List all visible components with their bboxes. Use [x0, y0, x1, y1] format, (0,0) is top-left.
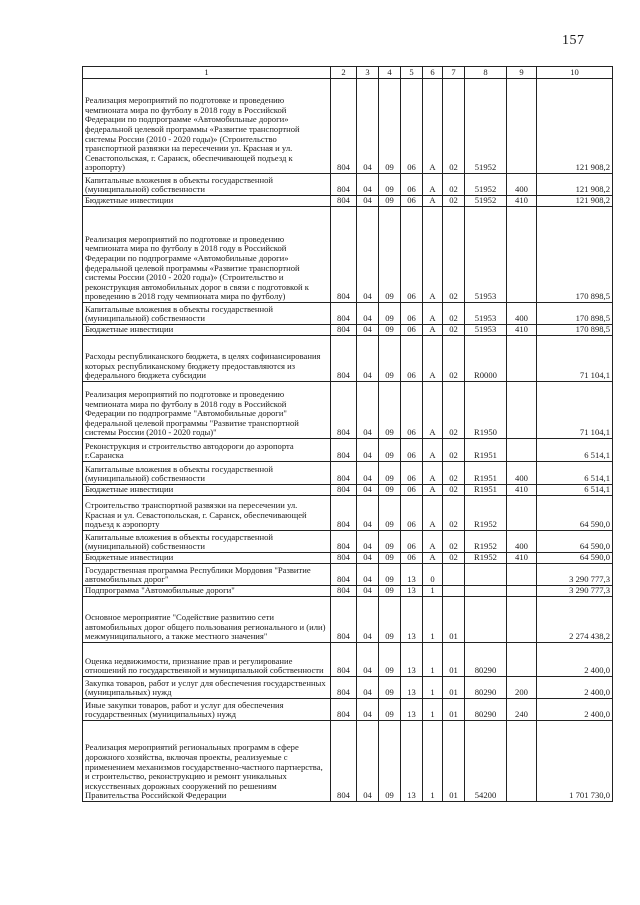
row-direction: 54200: [465, 721, 507, 802]
row-admin-code: 804: [331, 382, 357, 439]
row-amount: 6 514,1: [537, 462, 613, 485]
row-direction: R1952: [465, 553, 507, 564]
row-expense-type: [507, 439, 537, 462]
row-expense-type: 410: [507, 485, 537, 496]
row-description: Бюджетные инвестиции: [83, 196, 331, 207]
row-direction: R1951: [465, 462, 507, 485]
row-section: 04: [357, 196, 379, 207]
row-amount: 71 104,1: [537, 336, 613, 382]
row-description: Основное мероприятие "Содействие развитию сети автомобильных дорог общего пользования регионального и (или) межмуниципального, а также местного значения": [83, 597, 331, 643]
row-subsection: 09: [379, 586, 401, 597]
header-col-8: 8: [465, 67, 507, 79]
row-subprogram: 1: [423, 643, 443, 677]
row-subsection: 09: [379, 643, 401, 677]
row-subsection: 09: [379, 325, 401, 336]
table-row: [83, 643, 613, 677]
row-direction: R1950: [465, 382, 507, 439]
row-amount: 64 590,0: [537, 531, 613, 553]
row-amount: 71 104,1: [537, 382, 613, 439]
row-admin-code: 804: [331, 303, 357, 325]
header-col-9: 9: [507, 67, 537, 79]
row-expense-type: [507, 496, 537, 531]
row-direction: R1951: [465, 485, 507, 496]
row-expense-type: 410: [507, 325, 537, 336]
row-expense-type: [507, 586, 537, 597]
row-subsection: 09: [379, 721, 401, 802]
row-admin-code: 804: [331, 207, 357, 303]
header-col-10: 10: [537, 67, 613, 79]
row-amount: 6 514,1: [537, 485, 613, 496]
row-amount: 64 590,0: [537, 553, 613, 564]
row-section: 04: [357, 553, 379, 564]
row-subsection: 09: [379, 196, 401, 207]
row-activity: [443, 564, 465, 586]
row-description: Оценка недвижимости, признание прав и регулирование отношений по государственной и муниципальной собственности: [83, 643, 331, 677]
row-amount: 3 290 777,3: [537, 564, 613, 586]
row-direction: 80290: [465, 699, 507, 721]
row-description: Капитальные вложения в объекты государственной (муниципальной) собственности: [83, 462, 331, 485]
row-direction: R0000: [465, 336, 507, 382]
row-direction: 51952: [465, 174, 507, 196]
row-subsection: 09: [379, 553, 401, 564]
row-expense-type: 400: [507, 174, 537, 196]
row-description: Капитальные вложения в объекты государственной (муниципальной) собственности: [83, 531, 331, 553]
row-expense-type: 410: [507, 553, 537, 564]
row-subprogram: А: [423, 382, 443, 439]
row-program: 06: [401, 382, 423, 439]
row-subprogram: 1: [423, 586, 443, 597]
row-subprogram: А: [423, 174, 443, 196]
row-subprogram: А: [423, 531, 443, 553]
table-row: [83, 586, 613, 597]
row-direction: R1952: [465, 496, 507, 531]
row-section: 04: [357, 207, 379, 303]
row-subsection: 09: [379, 336, 401, 382]
row-program: 13: [401, 643, 423, 677]
header-col-6: 6: [423, 67, 443, 79]
row-subsection: 09: [379, 531, 401, 553]
row-program: 13: [401, 699, 423, 721]
row-direction: R1951: [465, 439, 507, 462]
row-subsection: 09: [379, 677, 401, 699]
row-activity: 02: [443, 336, 465, 382]
row-direction: 51953: [465, 207, 507, 303]
table-row: [83, 196, 613, 207]
row-expense-type: 410: [507, 196, 537, 207]
row-subsection: 09: [379, 699, 401, 721]
row-activity: 02: [443, 79, 465, 174]
row-activity: 01: [443, 597, 465, 643]
row-section: 04: [357, 531, 379, 553]
row-subsection: 09: [379, 174, 401, 196]
table-row: [83, 325, 613, 336]
row-program: 13: [401, 564, 423, 586]
row-subsection: 09: [379, 496, 401, 531]
row-section: 04: [357, 382, 379, 439]
table-row: [83, 496, 613, 531]
row-subprogram: 1: [423, 677, 443, 699]
row-subsection: 09: [379, 439, 401, 462]
row-expense-type: [507, 382, 537, 439]
row-amount: 170 898,5: [537, 207, 613, 303]
row-admin-code: 804: [331, 553, 357, 564]
row-direction: R1952: [465, 531, 507, 553]
row-description: Капитальные вложения в объекты государственной (муниципальной) собственности: [83, 174, 331, 196]
table-row: [83, 677, 613, 699]
row-admin-code: 804: [331, 174, 357, 196]
row-program: 06: [401, 196, 423, 207]
header-col-3: 3: [357, 67, 379, 79]
row-admin-code: 804: [331, 325, 357, 336]
row-activity: 02: [443, 485, 465, 496]
row-subsection: 09: [379, 564, 401, 586]
row-admin-code: 804: [331, 677, 357, 699]
row-amount: 121 908,2: [537, 196, 613, 207]
row-expense-type: [507, 597, 537, 643]
row-direction: 51952: [465, 196, 507, 207]
row-subprogram: А: [423, 325, 443, 336]
table-row: [83, 564, 613, 586]
row-section: 04: [357, 79, 379, 174]
header-col-1: 1: [83, 67, 331, 79]
row-amount: 121 908,2: [537, 79, 613, 174]
row-program: 06: [401, 531, 423, 553]
row-program: 13: [401, 721, 423, 802]
row-description: Расходы республиканского бюджета, в целях софинансирования которых республиканскому бюджету предоставляются из федерального бюджета субсидии: [83, 336, 331, 382]
row-direction: [465, 564, 507, 586]
row-amount: 121 908,2: [537, 174, 613, 196]
row-expense-type: [507, 336, 537, 382]
table-row: [83, 439, 613, 462]
row-section: 04: [357, 677, 379, 699]
table-row: [83, 721, 613, 802]
row-section: 04: [357, 336, 379, 382]
row-activity: 02: [443, 531, 465, 553]
row-program: 06: [401, 439, 423, 462]
row-subprogram: 1: [423, 721, 443, 802]
row-amount: 170 898,5: [537, 303, 613, 325]
row-amount: 3 290 777,3: [537, 586, 613, 597]
row-program: 06: [401, 496, 423, 531]
row-section: 04: [357, 174, 379, 196]
row-expense-type: [507, 79, 537, 174]
row-subprogram: А: [423, 79, 443, 174]
row-program: 06: [401, 485, 423, 496]
row-subprogram: А: [423, 553, 443, 564]
row-direction: 51953: [465, 325, 507, 336]
row-admin-code: 804: [331, 699, 357, 721]
row-expense-type: 400: [507, 531, 537, 553]
row-description: Реконструкция и строительство автодороги до аэропорта г.Саранска: [83, 439, 331, 462]
row-expense-type: 400: [507, 303, 537, 325]
table-row: [83, 79, 613, 174]
row-activity: 02: [443, 325, 465, 336]
table-row: [83, 597, 613, 643]
row-admin-code: 804: [331, 462, 357, 485]
row-section: 04: [357, 721, 379, 802]
row-subprogram: А: [423, 336, 443, 382]
row-activity: 02: [443, 553, 465, 564]
row-section: 04: [357, 564, 379, 586]
row-subsection: 09: [379, 79, 401, 174]
table-row: [83, 699, 613, 721]
row-description: Подпрограмма "Автомобильные дороги": [83, 586, 331, 597]
row-subprogram: 1: [423, 699, 443, 721]
header-col-2: 2: [331, 67, 357, 79]
table-row: [83, 531, 613, 553]
row-activity: 02: [443, 303, 465, 325]
row-direction: [465, 597, 507, 643]
row-activity: [443, 586, 465, 597]
row-subprogram: 0: [423, 564, 443, 586]
row-program: 13: [401, 586, 423, 597]
row-program: 06: [401, 325, 423, 336]
row-description: Бюджетные инвестиции: [83, 485, 331, 496]
row-direction: 51952: [465, 79, 507, 174]
row-description: Реализация мероприятий региональных программ в сфере дорожного хозяйства, включая проекты, реализуемые с применением механизмов государственно-частного партнерства, и строительство, реконструкцию и ремонт уникальных искусственных дорожных сооружений по решениям Правительства Российской Федерации: [83, 721, 331, 802]
row-description: Реализация мероприятий по подготовке и проведению чемпионата мира по футболу в 2018 году в Российской Федерации по подпрограмме «Автомобильные дороги» федеральной целевой программы «Развитие транспортной системы России (2010 - 2020 годы)» (Строительство и реконструкция автомобильных дорог в связи с подготовкой к проведению в 2018 году чемпионата мира по футболу): [83, 207, 331, 303]
row-section: 04: [357, 439, 379, 462]
row-section: 04: [357, 485, 379, 496]
table-row: [83, 553, 613, 564]
row-activity: 02: [443, 439, 465, 462]
row-program: 13: [401, 597, 423, 643]
row-section: 04: [357, 643, 379, 677]
row-description: Строительство транспортной развязки на пересечении ул. Красная и ул. Севастопольская, г. Саранск, обеспечивающей подъезд к аэропорту: [83, 496, 331, 531]
row-admin-code: 804: [331, 496, 357, 531]
row-program: 06: [401, 207, 423, 303]
row-activity: 01: [443, 643, 465, 677]
row-program: 06: [401, 303, 423, 325]
row-expense-type: 240: [507, 699, 537, 721]
page-number: 157: [562, 33, 585, 48]
row-amount: 2 274 438,2: [537, 597, 613, 643]
row-activity: 01: [443, 677, 465, 699]
row-description: Бюджетные инвестиции: [83, 325, 331, 336]
header-col-4: 4: [379, 67, 401, 79]
row-subsection: 09: [379, 382, 401, 439]
row-subsection: 09: [379, 485, 401, 496]
row-direction: 80290: [465, 677, 507, 699]
row-section: 04: [357, 699, 379, 721]
row-direction: [465, 586, 507, 597]
row-subprogram: А: [423, 496, 443, 531]
table-row: [83, 174, 613, 196]
row-subsection: 09: [379, 597, 401, 643]
row-program: 13: [401, 677, 423, 699]
row-activity: 01: [443, 699, 465, 721]
row-activity: 02: [443, 382, 465, 439]
row-admin-code: 804: [331, 439, 357, 462]
row-subprogram: А: [423, 196, 443, 207]
row-program: 06: [401, 553, 423, 564]
row-admin-code: 804: [331, 643, 357, 677]
row-expense-type: [507, 643, 537, 677]
row-expense-type: [507, 721, 537, 802]
row-direction: 80290: [465, 643, 507, 677]
row-admin-code: 804: [331, 564, 357, 586]
row-admin-code: 804: [331, 196, 357, 207]
row-subprogram: А: [423, 485, 443, 496]
row-description: Реализация мероприятий по подготовке и проведению чемпионата мира по футболу в 2018 году в Российской Федерации по подпрограмме «Автомобильные дороги» федеральной целевой программы «Развитие транспортной системы России (2010 - 2020 годы)» (Строительство транспортной развязки на пересечении ул. Красная и ул. Севастопольская, г. Саранск, обеспечивающей подъезд к аэропорту): [83, 79, 331, 174]
row-expense-type: [507, 207, 537, 303]
row-activity: 02: [443, 196, 465, 207]
row-amount: 2 400,0: [537, 699, 613, 721]
table-header-row: [83, 67, 613, 79]
table-row: [83, 462, 613, 485]
row-description: Бюджетные инвестиции: [83, 553, 331, 564]
row-description: Реализация мероприятий по подготовке и проведению чемпионата мира по футболу в 2018 году в Российской Федерации по подпрограмме "Автомобильные дороги" федеральной целевой программы "Развитие транспортной системы России (2010 - 2020 годы)": [83, 382, 331, 439]
row-subprogram: А: [423, 207, 443, 303]
row-activity: 02: [443, 174, 465, 196]
row-admin-code: 804: [331, 531, 357, 553]
row-admin-code: 804: [331, 597, 357, 643]
row-section: 04: [357, 496, 379, 531]
row-section: 04: [357, 462, 379, 485]
row-amount: 2 400,0: [537, 677, 613, 699]
row-admin-code: 804: [331, 485, 357, 496]
row-program: 06: [401, 462, 423, 485]
row-expense-type: [507, 564, 537, 586]
row-admin-code: 804: [331, 336, 357, 382]
row-direction: 51953: [465, 303, 507, 325]
table-body: [83, 79, 613, 802]
table-row: [83, 485, 613, 496]
row-admin-code: 804: [331, 79, 357, 174]
row-subprogram: 1: [423, 597, 443, 643]
row-expense-type: 400: [507, 462, 537, 485]
row-subsection: 09: [379, 207, 401, 303]
row-description: Закупка товаров, работ и услуг для обеспечения государственных (муниципальных) нужд: [83, 677, 331, 699]
row-activity: 02: [443, 207, 465, 303]
row-description: Иные закупки товаров, работ и услуг для обеспечения государственных (муниципальных) нужд: [83, 699, 331, 721]
row-amount: 6 514,1: [537, 439, 613, 462]
row-amount: 170 898,5: [537, 325, 613, 336]
row-section: 04: [357, 303, 379, 325]
row-section: 04: [357, 597, 379, 643]
row-expense-type: 200: [507, 677, 537, 699]
row-amount: 2 400,0: [537, 643, 613, 677]
row-description: Капитальные вложения в объекты государственной (муниципальной) собственности: [83, 303, 331, 325]
row-program: 06: [401, 79, 423, 174]
table-row: [83, 336, 613, 382]
row-activity: 01: [443, 721, 465, 802]
budget-table: [82, 66, 613, 802]
row-activity: 02: [443, 462, 465, 485]
row-amount: 1 701 730,0: [537, 721, 613, 802]
row-amount: 64 590,0: [537, 496, 613, 531]
header-col-7: 7: [443, 67, 465, 79]
table-row: [83, 382, 613, 439]
header-col-5: 5: [401, 67, 423, 79]
row-subprogram: А: [423, 439, 443, 462]
row-subprogram: А: [423, 303, 443, 325]
row-section: 04: [357, 586, 379, 597]
row-activity: 02: [443, 496, 465, 531]
row-admin-code: 804: [331, 721, 357, 802]
row-subsection: 09: [379, 303, 401, 325]
table-row: [83, 303, 613, 325]
row-program: 06: [401, 336, 423, 382]
row-section: 04: [357, 325, 379, 336]
row-admin-code: 804: [331, 586, 357, 597]
row-description: Государственная программа Республики Мордовия "Развитие автомобильных дорог": [83, 564, 331, 586]
table-row: [83, 207, 613, 303]
row-program: 06: [401, 174, 423, 196]
row-subsection: 09: [379, 462, 401, 485]
row-subprogram: А: [423, 462, 443, 485]
